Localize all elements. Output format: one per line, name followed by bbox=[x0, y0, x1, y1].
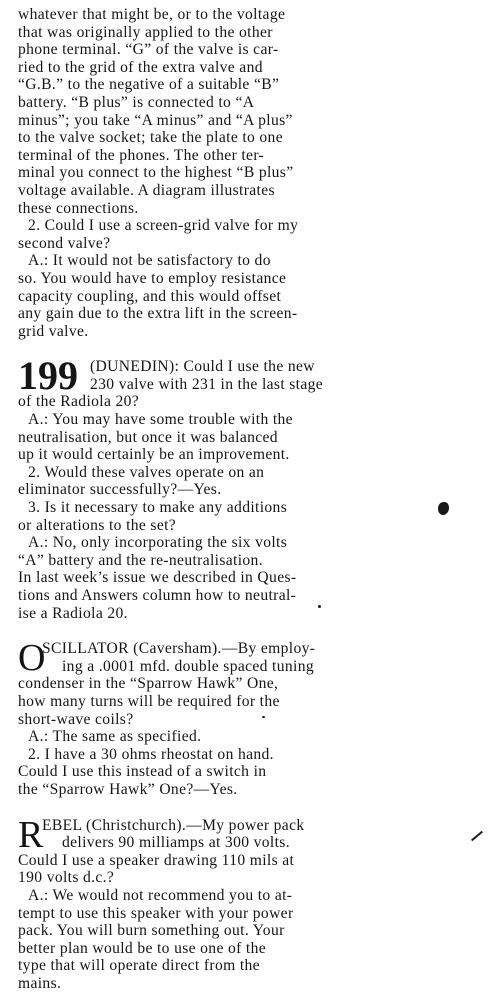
text-line: (DUNEDIN): Could I use the new bbox=[90, 358, 315, 376]
text-line: pack. You will burn something out. Your bbox=[18, 922, 285, 940]
text-line: capacity coupling, and this would offset bbox=[18, 287, 282, 305]
intro-question-2 bbox=[18, 217, 438, 252]
text-line: 2. Would these valves operate on an bbox=[28, 463, 265, 481]
text-line: delivers 90 milliamps at 300 volts. bbox=[62, 834, 290, 852]
text-line: A.: It would not be satisfactory to do bbox=[28, 252, 271, 270]
text-line: A.: You may have some trouble with the bbox=[28, 411, 293, 429]
query-number: 199 bbox=[18, 353, 78, 399]
text-line: “A” battery and the re-neutralisation. bbox=[18, 551, 263, 569]
text-line: Could I use a speaker drawing 110 mils at bbox=[18, 851, 295, 869]
text-line: 230 valve with 231 in the last stage bbox=[90, 375, 324, 393]
text-line: minus”; you take “A minus” and “A plus” bbox=[18, 111, 293, 129]
text-line: up it would certainly be an improvement. bbox=[18, 446, 290, 464]
text-line: type that will operate direct from the bbox=[18, 957, 260, 975]
article-column bbox=[18, 6, 438, 992]
text-line: better plan would be to use one of the bbox=[18, 939, 267, 957]
text-line: neutralisation, but once it was balanced bbox=[18, 428, 278, 446]
text-line: Could I use this instead of a switch in bbox=[18, 763, 267, 781]
query-rebel bbox=[18, 813, 438, 993]
text-line: condenser in the “Sparrow Hawk” One, bbox=[18, 675, 279, 693]
text-line: of the Radiola 20? bbox=[18, 393, 140, 411]
query-heading bbox=[18, 813, 438, 856]
text-line: terminal of the phones. The other ter- bbox=[18, 146, 265, 164]
text-line: A.: The same as specified. bbox=[28, 728, 202, 746]
intro-answer bbox=[18, 6, 438, 217]
text-line: ing a .0001 mfd. double spaced tuning bbox=[62, 657, 315, 675]
ink-blot bbox=[438, 502, 449, 515]
text-line: the “Sparrow Hawk” One?—Yes. bbox=[18, 780, 238, 798]
text-line: to the valve socket; take the plate to one bbox=[18, 129, 283, 147]
text-line: voltage available. A diagram illustrates bbox=[18, 181, 275, 199]
text-line: tions and Answers column how to neutral- bbox=[18, 587, 297, 604]
text-line: whatever that might be, or to the voltage bbox=[18, 6, 286, 23]
text-line: tempt to use this speaker with your power bbox=[18, 904, 294, 922]
text-line: grid valve. bbox=[18, 322, 89, 340]
text-line: minal you connect to the highest “B plus” bbox=[18, 164, 294, 182]
text-line: second valve? bbox=[18, 234, 111, 252]
text-line: “G.B.” to the negative of a suitable “B” bbox=[18, 76, 280, 94]
text-line: phone terminal. “G” of the valve is car- bbox=[18, 41, 279, 59]
text-line: any gain due to the extra lift in the screen- bbox=[18, 305, 298, 323]
intro-answer-2 bbox=[18, 252, 438, 340]
print-speck bbox=[262, 716, 265, 718]
text-line: ise a Radiola 20. bbox=[18, 604, 128, 622]
text-line: so. You would have to employ resistance bbox=[18, 269, 287, 287]
text-line: eliminator successfully?—Yes. bbox=[18, 481, 222, 499]
text-line: 190 volts d.c.? bbox=[18, 869, 115, 887]
drop-cap: R bbox=[18, 813, 44, 856]
text-line: mains. bbox=[18, 974, 62, 992]
text-line: 2. Could I use a screen-grid valve for my bbox=[28, 217, 299, 235]
text-line: In last week’s issue we described in Ques- bbox=[18, 569, 297, 587]
drop-cap: O bbox=[18, 637, 46, 680]
text-line: 2. I have a 30 ohms rheostat on hand. bbox=[28, 745, 274, 763]
text-line: A.: We would not recommend you to at- bbox=[28, 886, 293, 904]
query-heading bbox=[18, 637, 438, 680]
text-line: these connections. bbox=[18, 199, 139, 217]
print-speck bbox=[318, 605, 321, 608]
text-line: or alterations to the set? bbox=[18, 516, 177, 534]
print-scratch bbox=[471, 831, 483, 842]
query-heading bbox=[18, 353, 438, 399]
text-line: ried to the grid of the extra valve and bbox=[18, 58, 263, 76]
text-line: short-wave coils? bbox=[18, 710, 134, 728]
text-line: EBEL (Christchurch).—My power pack bbox=[42, 816, 305, 834]
query-199 bbox=[18, 353, 438, 622]
text-line: that was originally applied to the other bbox=[18, 23, 273, 41]
text-line: battery. “B plus” is connected to “A bbox=[18, 93, 255, 111]
text-line: 3. Is it necessary to make any additions bbox=[28, 499, 288, 517]
text-line: how many turns will be required for the bbox=[18, 692, 280, 710]
text-line: SCILLATOR (Caversham).—By employ- bbox=[42, 640, 316, 658]
query-oscillator bbox=[18, 637, 438, 798]
text-line: A.: No, only incorporating the six volts bbox=[28, 534, 288, 552]
